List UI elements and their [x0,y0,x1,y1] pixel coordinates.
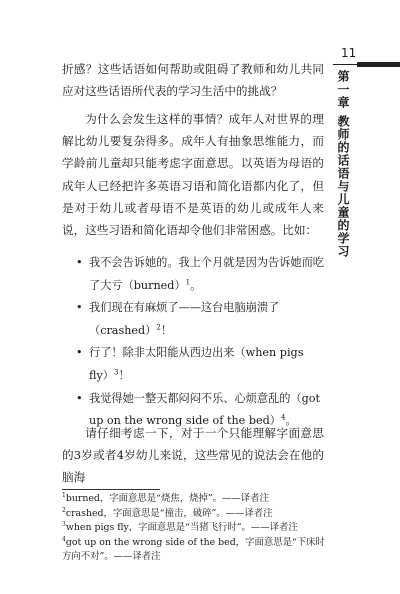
bullet-icon: • [76,391,83,405]
page-number: 11 [341,46,357,60]
example-list [76,252,326,433]
example-item: • 行了！除非太阳能从西边出来（when pigs fly）$^3$！ [76,342,326,387]
example-item: • 我觉得她一整天都闷闷不乐、心烦意乱的（got up on the wrong side of the bed）$^4$。 [76,388,326,433]
example-text: 我不会告诉她的。我上个月就是因为告诉她而吃了大亏（burned） [89,256,324,292]
footnote-ref: 2 [156,323,161,332]
footnote-ref: 4 [280,413,286,422]
paragraph-consider [62,422,324,489]
footnote-separator [62,489,160,490]
footnote: $^1$burned，字面意思是“烧焦，烧掉”。——译者注 [62,491,269,504]
footnote-ref: 3 [113,368,119,377]
paragraph-continued [62,58,324,102]
paragraph: 折感？这些话语如何帮助或阻碍了教师和幼儿共同应对这些话语所代表的学习生活中的挑战？ [62,62,324,99]
example-text: 我觉得她一整天都闷闷不乐、心烦意乱的（got up on the wrong side of the bed） [89,391,320,428]
footnote: $^4$got up on the wrong side of the bed，字面意思是“下床时方向不对”。——译者注 [62,535,325,563]
chapter-tab [332,70,354,258]
example-text: 我们现在有麻烦了——这台电脑崩溃了（crashed） [89,301,280,337]
chapter-label: 第一章 [336,70,350,109]
paragraph: 为什么会发生这样的事情？成年人对世界的理解比幼儿要复杂得多。成年人有抽象思维能力，而学龄前儿童却只能考虑字面意思。以英语为母语的成年人已经把许多英语习语和简化语都内化了，但是对于幼儿或者母语不是英语的幼儿或成年人来说，这些习语和简化语却令他们非常困惑。比如： [62,112,324,238]
example-item: • 我不会告诉她的。我上个月就是因为告诉她而吃了大亏（burned）$^1$。 [76,252,326,297]
footnote: $^3$when pigs fly，字面意思是“当猪飞行时”。——译者注 [62,521,298,534]
footnote: $^2$crashed，字面意思是“撞击，破碎”。——译者注 [62,506,273,519]
example-item: • 我们现在有麻烦了——这台电脑崩溃了（crashed）$^2$！ [76,297,326,342]
footnotes [62,492,326,565]
bullet-icon: • [76,256,83,269]
bullet-icon: • [76,301,83,315]
bullet-icon: • [76,346,83,360]
header-bar [357,62,400,67]
example-text: 行了！除非太阳能从西边出来（when pigs fly） [89,346,304,382]
paragraph: 请仔细考虑一下，对于一个只能理解字面意思的3岁或者4岁幼儿来说，这些常见的说法会在他的脑海 [62,426,324,485]
chapter-title: 教师的话语与儿童的学习 [336,115,350,258]
paragraph-why [62,108,324,241]
footnote-ref: 1 [185,277,191,286]
